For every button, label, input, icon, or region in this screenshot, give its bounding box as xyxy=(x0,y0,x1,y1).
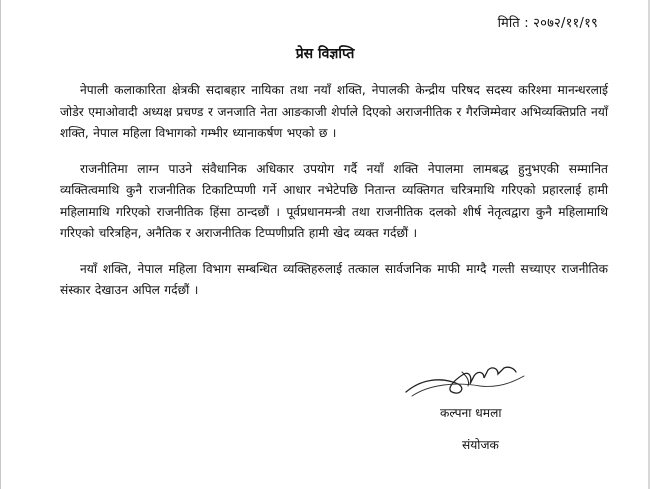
signer-name: कल्पना धमला xyxy=(440,406,502,420)
paragraph-3: नयाँ शक्ति, नेपाल महिला विभाग सम्बन्धित व्यक्तिहरुलाई तत्काल सार्वजनिक माफी माग्दै गल्ती सच्याएर राजनीतिक संस्कार देखाउन अपिल गर्दछौं । xyxy=(60,261,608,297)
page-left-edge xyxy=(0,0,1,489)
signer-title: संयोजक xyxy=(462,438,499,452)
document-title: प्रेस विज्ञप्ति xyxy=(295,46,355,62)
handwritten-signature xyxy=(400,362,530,402)
paragraph-1: नेपाली कलाकारिता क्षेत्रकी सदाबहार नायिका तथा नयाँ शक्ति, नेपालकी केन्द्रीय परिषद सदस्य करिश्मा मानन्धरलाई जोडेर एमाओवादी अध्यक्ष प्रचण्ड र जनजाति नेता आङकाजी शेर्पाले दिएको अराजनीतिक र गैरजिम्मेवार अभिव्यक्तिप्रति नयाँ शक्ति, नेपाल महिला विभागको गम्भीर ध्यानाकर्षण भएको छ । xyxy=(60,83,608,140)
document-body xyxy=(60,80,608,316)
document-date: मिति : २०७२/११/१९ xyxy=(497,16,598,31)
paragraph-2: राजनीतिमा लाग्न पाउने संवैधानिक अधिकार उपयोग गर्दै नयाँ शक्ति नेपालमा लामबद्ध हुनुभएकी सम्मानित व्यक्तित्वमाथि कुनै राजनीतिक टिकाटिप्पणी गर्ने आधार नभेटेपछि नितान्त व्यक्तिगत चरित्रमाथि गरिएको प्रहारलाई हामी महिलामाथि गरिएको राजनीतिक हिंसा ठान्दछौं । पूर्वप्रधानमन्त्री तथा राजनीतिक दलको शीर्ष नेतृत्वद्वारा कुनै महिलामाथि गरिएको चरित्रहिन, अनैतिक र अराजनीतिक टिप्पणीप्रति हामी खेद व्यक्त गर्दछौं । xyxy=(60,161,608,240)
